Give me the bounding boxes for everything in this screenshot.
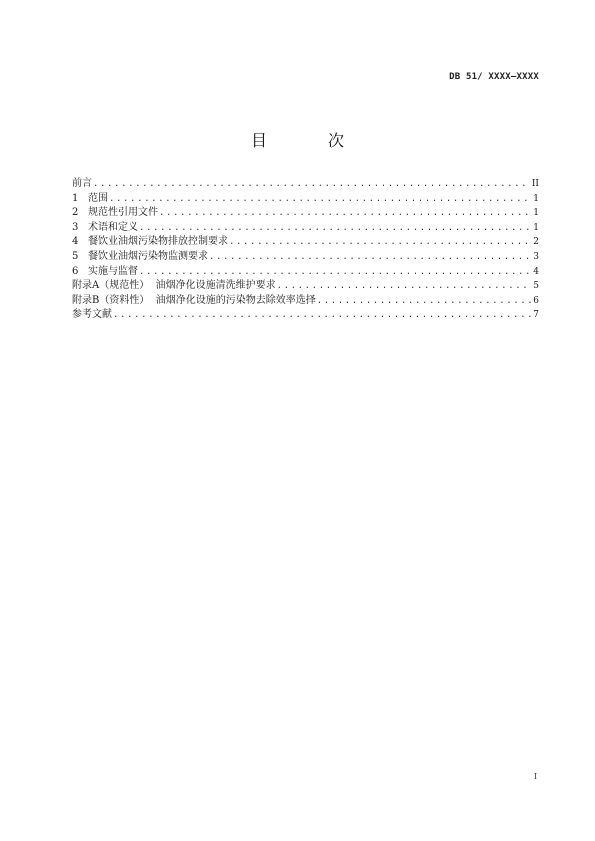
toc-entry-page: 7 <box>533 310 539 321</box>
toc-entry-number: 6 <box>72 265 79 277</box>
toc-entry-monitoring[interactable] <box>72 250 539 265</box>
toc-entry-page: 1 <box>533 193 539 204</box>
document-code: DB 51/ XXXX—XXXX <box>449 72 539 82</box>
toc-dot-leader <box>139 221 531 236</box>
toc-entry-text: 规范性引用文件 <box>88 207 158 219</box>
toc-entry-number: 1 <box>72 192 79 204</box>
toc-entry-text: 实施与监督 <box>88 265 138 277</box>
toc-entry-appendix-a[interactable] <box>72 279 539 294</box>
toc-entry-appendix-b[interactable] <box>72 294 539 309</box>
toc-dot-leader <box>229 235 531 250</box>
toc-entry-normative-references[interactable] <box>72 206 539 221</box>
toc-entry-page: 6 <box>533 295 539 306</box>
toc-entry-text: 餐饮业油烟污染物排放控制要求 <box>88 236 228 248</box>
toc-dot-leader <box>317 294 532 309</box>
toc-entry-text: 附录B（资料性） 油烟净化设施的污染物去除效率选择 <box>72 294 316 306</box>
toc-entry-page: 4 <box>533 266 539 277</box>
toc-dot-leader <box>209 250 531 265</box>
toc-entry-text: 范围 <box>88 192 108 204</box>
toc-entry-text: 餐饮业油烟污染物监测要求 <box>88 250 208 262</box>
toc-dot-leader <box>159 206 531 221</box>
toc-entry-implementation[interactable] <box>72 265 539 280</box>
toc-entry-number: 5 <box>72 250 79 262</box>
toc-entry-page: 1 <box>533 222 539 233</box>
toc-entry-page: II <box>531 179 539 189</box>
toc-entry-page: 3 <box>533 251 539 262</box>
toc-list <box>72 177 539 323</box>
toc-entry-page: 5 <box>533 281 539 292</box>
toc-entry-terms-definitions[interactable] <box>72 221 539 236</box>
toc-entry-page: 2 <box>533 237 539 248</box>
toc-entry-preface[interactable] <box>72 177 539 192</box>
toc-dot-leader <box>93 177 530 192</box>
toc-dot-leader <box>109 192 531 207</box>
toc-entry-text: 参考文献 <box>72 309 112 321</box>
toc-dot-leader <box>277 279 532 294</box>
toc-entry-emission-control[interactable] <box>72 235 539 250</box>
toc-entry-text: 前言 <box>72 178 92 189</box>
toc-entry-number: 4 <box>72 236 79 248</box>
toc-dot-leader <box>139 265 531 280</box>
page-number: I <box>533 772 537 781</box>
toc-title: 目 次 <box>250 131 373 150</box>
toc-entry-text: 术语和定义 <box>88 221 138 233</box>
toc-entry-number: 3 <box>72 221 79 233</box>
toc-entry-scope[interactable] <box>72 192 539 207</box>
toc-entry-text: 附录A（规范性） 油烟净化设施清洗维护要求 <box>72 280 276 292</box>
toc-entry-page: 1 <box>533 208 539 219</box>
toc-dot-leader <box>113 308 531 323</box>
toc-entry-bibliography[interactable] <box>72 308 539 323</box>
toc-entry-number: 2 <box>72 207 79 219</box>
